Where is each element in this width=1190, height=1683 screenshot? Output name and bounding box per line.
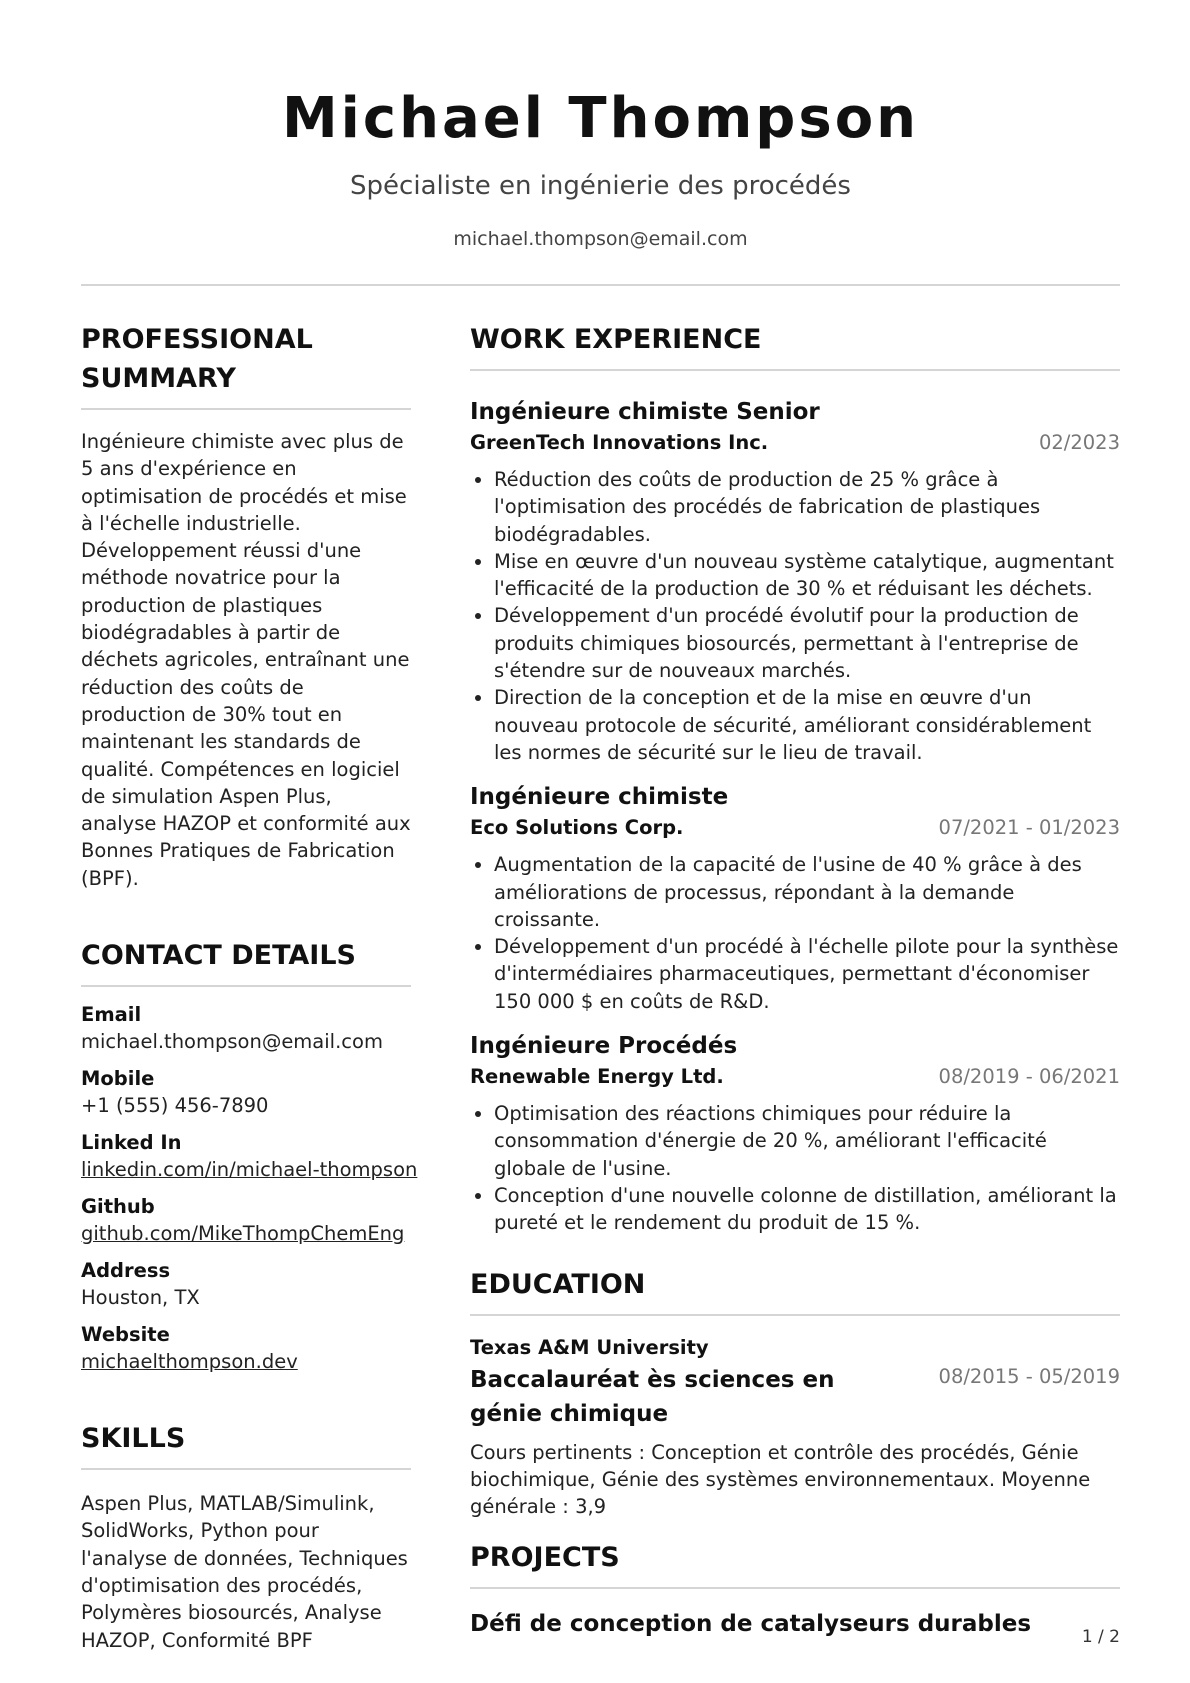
education-entry: [470, 1334, 1120, 1521]
github-link[interactable]: github.com/MikeThompChemEng: [81, 1222, 405, 1246]
experience-section: [470, 320, 1120, 1237]
contact-section: [81, 936, 418, 1375]
address-label: Address: [81, 1259, 171, 1283]
job-entry: [470, 782, 1120, 1015]
website-label: Website: [81, 1323, 170, 1347]
linkedin-label: Linked In: [81, 1131, 182, 1155]
mobile-label: Mobile: [81, 1067, 155, 1091]
right-column: [470, 320, 1120, 1639]
education-section: [470, 1265, 1120, 1521]
education-school: Texas A&M University: [470, 1335, 709, 1359]
job-company: Renewable Energy Ltd.: [470, 1065, 724, 1089]
header-divider: [81, 284, 1120, 286]
contact-list: [81, 1001, 418, 1375]
job-date: 02/2023: [1038, 431, 1120, 454]
skills-text: Aspen Plus, MATLAB/Simulink, SolidWorks, Python pour l'analyse de données, Techniques d'optimisation des procédés, Polymères biosourcés, Analyse HAZOP, Conformité BPF: [81, 1492, 408, 1652]
education-degree: Baccalauréat ès sciences en génie chimique: [470, 1366, 835, 1427]
job-bullet: • Augmentation de la capacité de l'usine de 40 % grâce à des améliorations de processus, répondant à la demande croissante.: [494, 851, 1120, 933]
job-bullets: [470, 1100, 1120, 1236]
mobile-value: +1 (555) 456-7890: [81, 1094, 269, 1118]
skills-heading: SKILLS: [81, 1419, 411, 1470]
job-company: GreenTech Innovations Inc.: [470, 431, 769, 454]
email-label: Email: [81, 1003, 142, 1027]
summary-text: Ingénieure chimiste avec plus de 5 ans d'expérience en optimisation de procédés et mise à l'échelle industrielle. Développement réussi d'une méthode novatrice pour la production de plastiques biodégradables à partir de déchets agricoles, entraînant une réduction des coûts de production de 30% tout en maintenant les standards de qualité. Compétences en logiciel de simulation Aspen Plus, analyse HAZOP et conformité aux Bonnes Pratiques de Fabrication (BPF).: [81, 430, 411, 890]
job-entry: [470, 397, 1120, 766]
education-heading: EDUCATION: [470, 1265, 1120, 1316]
email-value[interactable]: michael.thompson@email.com: [81, 1030, 383, 1054]
education-details: Cours pertinents : Conception et contrôle des procédés, Génie biochimique, Génie des systèmes environnementaux. Moyenne générale : 3,9: [470, 1440, 1091, 1519]
summary-section: [81, 320, 411, 892]
job-title: Ingénieure Procédés: [470, 1033, 738, 1060]
job-bullet: • Développement d'un procédé à l'échelle pilote pour la synthèse d'intermédiaires pharmaceutiques, permettant d'économiser 150 000 $ en coûts de R&D.: [494, 933, 1120, 1015]
job-bullets: [470, 851, 1120, 1015]
experience-heading: WORK EXPERIENCE: [470, 320, 1120, 371]
job-bullet: • Réduction des coûts de production de 25 % grâce à l'optimisation des procédés de fabrication de plastiques biodégradables.: [494, 466, 1120, 548]
github-label: Github: [81, 1195, 155, 1219]
projects-section: [470, 1538, 1120, 1639]
header-email[interactable]: michael.thompson@email.com: [453, 228, 748, 250]
contact-heading: CONTACT DETAILS: [81, 936, 411, 987]
skills-section: [81, 1419, 411, 1654]
project-title: Défi de conception de catalyseurs durables: [470, 1611, 1032, 1638]
job-entry: [470, 1031, 1120, 1236]
job-title: Ingénieure chimiste: [470, 784, 729, 811]
job-bullet: • Optimisation des réactions chimiques pour réduire la consommation d'énergie de 20 %, améliorant l'efficacité globale de l'usine.: [494, 1100, 1120, 1182]
summary-heading: PROFESSIONAL SUMMARY: [81, 320, 411, 410]
job-title: Ingénieure chimiste Senior: [470, 399, 820, 425]
job-bullet: • Mise en œuvre d'un nouveau système catalytique, augmentant l'efficacité de la production de 30 % et réduisant les déchets.: [494, 548, 1120, 603]
candidate-title: Spécialiste en ingénierie des procédés: [350, 171, 851, 201]
job-date: 08/2019 - 06/2021: [938, 1065, 1120, 1089]
education-date: 08/2015 - 05/2019: [938, 1364, 1120, 1388]
linkedin-link[interactable]: linkedin.com/in/michael-thompson: [81, 1158, 418, 1182]
website-link[interactable]: michaelthompson.dev: [81, 1350, 298, 1374]
page-number: 1 / 2: [1081, 1627, 1120, 1647]
job-company: Eco Solutions Corp.: [470, 816, 684, 840]
left-column: [81, 320, 418, 1654]
job-date: 07/2021 - 01/2023: [938, 816, 1120, 840]
candidate-name: Michael Thompson: [281, 86, 920, 151]
job-bullet: • Direction de la conception et de la mise en œuvre d'un nouveau protocole de sécurité, améliorant considérablement les normes de sécurité sur le lieu de travail.: [494, 684, 1120, 766]
job-bullet: • Conception d'une nouvelle colonne de distillation, améliorant la pureté et le rendement du produit de 15 %.: [494, 1182, 1120, 1237]
address-value: Houston, TX: [81, 1286, 200, 1310]
projects-heading: PROJECTS: [470, 1538, 1120, 1589]
job-bullet: • Développement d'un procédé évolutif pour la production de produits chimiques biosourcés, permettant à l'entreprise de s'étendre sur de nouveaux marchés.: [494, 602, 1120, 684]
job-bullets: [470, 466, 1120, 766]
